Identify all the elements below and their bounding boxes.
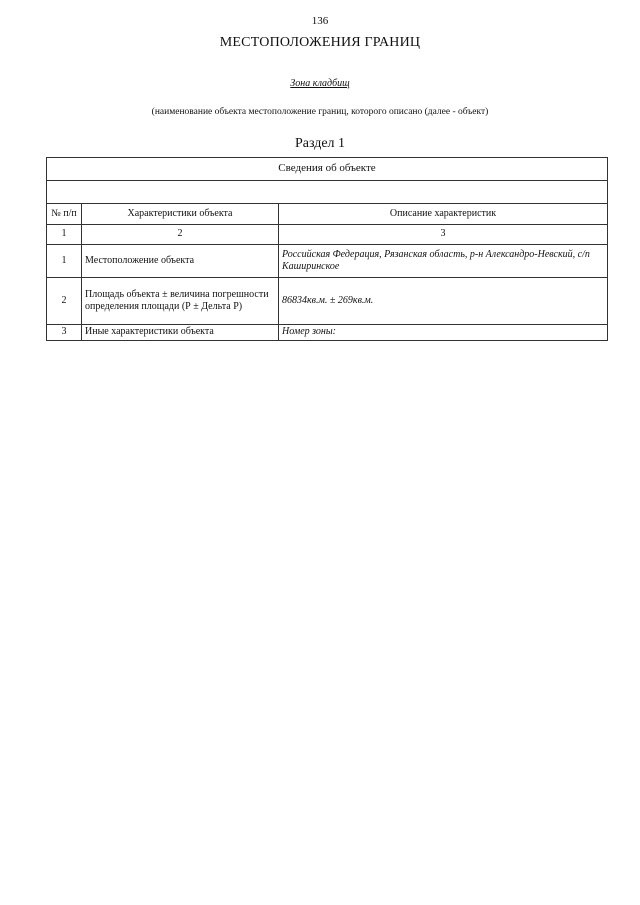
row-description: Российская Федерация, Рязанская область, р-н Александро-Невский, с/п Каширинское <box>279 245 608 278</box>
row-characteristic: Площадь объекта ± величина погрешности определения площади (Р ± Дельта Р) <box>82 278 279 325</box>
row-characteristic: Местоположение объекта <box>82 245 279 278</box>
empty-cell <box>47 181 608 204</box>
column-header-description: Описание характеристик <box>279 204 608 225</box>
page-number: 136 <box>311 15 329 27</box>
column-number-row <box>47 225 608 245</box>
document-title: МЕСТОПОЛОЖЕНИЯ ГРАНИЦ <box>219 35 421 50</box>
row-number: 3 <box>47 325 82 341</box>
row-description: 86834кв.м. ± 269кв.м. <box>279 278 608 325</box>
table-header: Сведения об объекте <box>47 158 608 181</box>
column-header-characteristic: Характеристики объекта <box>82 204 279 225</box>
column-number-3: 3 <box>279 225 608 245</box>
object-caption: (наименование объекта местоположение границ, которого описано (далее - объект) <box>151 107 489 117</box>
table-row <box>47 245 608 278</box>
row-description: Номер зоны: <box>279 325 608 341</box>
column-number-2: 2 <box>82 225 279 245</box>
object-info-table <box>46 157 608 341</box>
column-header-num: № п/п <box>47 204 82 225</box>
table-empty-row <box>47 181 608 204</box>
table-row <box>47 325 608 341</box>
section-title: Раздел 1 <box>294 136 346 151</box>
table-header-row <box>47 158 608 181</box>
row-number: 1 <box>47 245 82 278</box>
object-name: Зона кладбищ <box>290 78 350 89</box>
row-number: 2 <box>47 278 82 325</box>
column-number-1: 1 <box>47 225 82 245</box>
row-characteristic: Иные характеристики объекта <box>82 325 279 341</box>
table-row <box>47 278 608 325</box>
column-header-row <box>47 204 608 225</box>
